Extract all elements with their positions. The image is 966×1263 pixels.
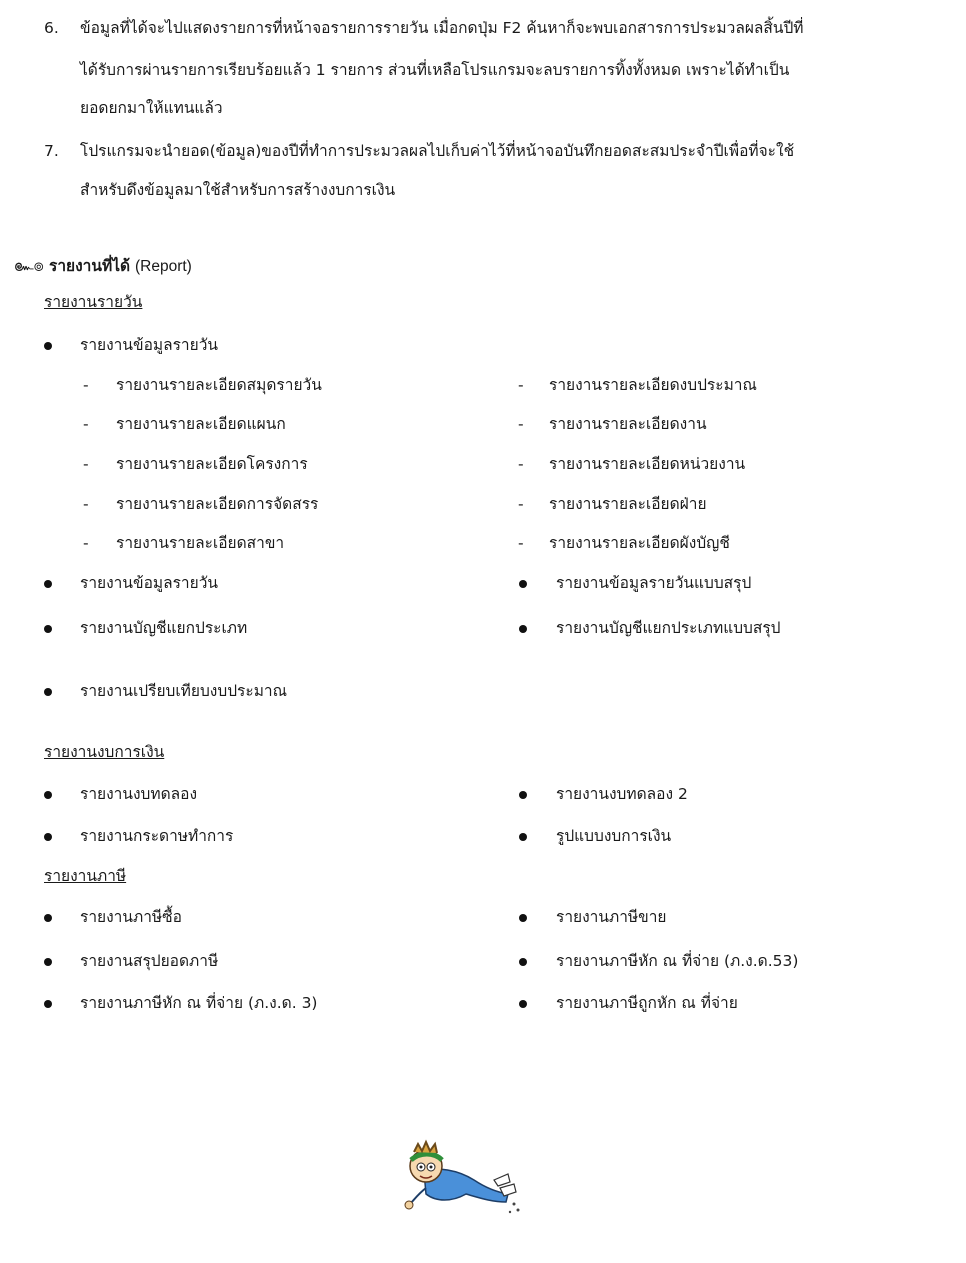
bullet-icon [519, 833, 527, 841]
tax-pair-left: รายงานสรุปยอดภาษี [80, 952, 219, 970]
report-heading-english: (Report) [135, 258, 192, 275]
sub-left-item: รายงานรายละเอียดสมุดรายวัน [116, 376, 322, 394]
bullet-icon [44, 342, 52, 350]
dash-icon: - [83, 376, 89, 394]
step-6-line-3: ยอดยกมาให้แทนแล้ว [80, 99, 223, 117]
section-symbol-icon: ๛๏ [14, 256, 45, 276]
daily-pair-right: รายงานข้อมูลรายวันแบบสรุป [556, 574, 752, 592]
step-7-line-2: สำหรับดึงข้อมูลมาใช้สำหรับการสร้างงบการเงิน [80, 181, 396, 199]
sub-left-item: รายงานรายละเอียดสาขา [116, 534, 285, 552]
step-7-number: 7. [44, 142, 59, 160]
bullet-icon [44, 914, 52, 922]
financial-pair-left: รายงานงบทดลอง [80, 785, 198, 803]
dash-icon: - [518, 455, 524, 473]
tax-pair-left: รายงานภาษีซื้อ [80, 908, 182, 926]
bullet-icon [519, 1000, 527, 1008]
dash-icon: - [518, 415, 524, 433]
dash-icon: - [518, 534, 524, 552]
report-heading [14, 256, 192, 277]
sub-right-item: รายงานรายละเอียดฝ่าย [549, 495, 707, 513]
cartoon-clipart-icon [396, 1136, 522, 1218]
bullet-icon [519, 625, 527, 633]
bullet-icon [519, 580, 527, 588]
financial-pair-right: รายงานงบทดลอง 2 [556, 785, 688, 803]
bullet-icon [44, 688, 52, 696]
step-7-line-1: โปรแกรมจะนำยอด(ข้อมูล)ของปีที่ทำการประมวลผลไปเก็บค่าไว้ที่หน้าจอบันทึกยอดสะสมประจำปีเพื่อที่จะใช้ [80, 142, 795, 160]
bullet-icon [519, 791, 527, 799]
tax-pair-left: รายงานภาษีหัก ณ ที่จ่าย (ภ.ง.ด. 3) [80, 994, 318, 1012]
step-6-number: 6. [44, 19, 59, 37]
dash-icon: - [83, 534, 89, 552]
daily-section-title: รายงานรายวัน [44, 293, 143, 311]
sub-left-item: รายงานรายละเอียดการจัดสรร [116, 495, 319, 513]
daily-pair-left: รายงานบัญชีแยกประเภท [80, 619, 248, 637]
dash-icon: - [83, 455, 89, 473]
bullet-icon [44, 958, 52, 966]
daily-single: รายงานเปรียบเทียบงบประมาณ [80, 682, 287, 700]
bullet-icon [519, 914, 527, 922]
bullet-icon [44, 833, 52, 841]
daily-main-bullet: รายงานข้อมูลรายวัน [80, 336, 219, 354]
dash-icon: - [518, 495, 524, 513]
sub-right-item: รายงานรายละเอียดงาน [549, 415, 707, 433]
bullet-icon [44, 1000, 52, 1008]
bullet-icon [519, 958, 527, 966]
bullet-icon [44, 791, 52, 799]
tax-section-title: รายงานภาษี [44, 867, 127, 885]
financial-section-title: รายงานงบการเงิน [44, 743, 165, 761]
step-6-line-1: ข้อมูลที่ได้จะไปแสดงรายการที่หน้าจอรายการรายวัน เมื่อกดปุ่ม F2 ค้นหาก็จะพบเอกสารการประมวลผลสิ้นปีที่ [80, 19, 804, 37]
dash-icon: - [83, 495, 89, 513]
dash-icon: - [518, 376, 524, 394]
bullet-icon [44, 580, 52, 588]
bullet-icon [44, 625, 52, 633]
tax-pair-right: รายงานภาษีหัก ณ ที่จ่าย (ภ.ง.ด.53) [556, 952, 799, 970]
sub-left-item: รายงานรายละเอียดโครงการ [116, 455, 308, 473]
sub-right-item: รายงานรายละเอียดหน่วยงาน [549, 455, 746, 473]
sub-right-item: รายงานรายละเอียดผังบัญชี [549, 534, 730, 552]
tax-pair-right: รายงานภาษีขาย [556, 908, 667, 926]
daily-pair-left: รายงานข้อมูลรายวัน [80, 574, 219, 592]
tax-pair-right: รายงานภาษีถูกหัก ณ ที่จ่าย [556, 994, 738, 1012]
financial-pair-left: รายงานกระดาษทำการ [80, 827, 234, 845]
sub-right-item: รายงานรายละเอียดงบประมาณ [549, 376, 757, 394]
report-heading-thai: รายงานที่ได้ [49, 257, 131, 275]
financial-pair-right: รูปแบบงบการเงิน [556, 827, 672, 845]
daily-pair-right: รายงานบัญชีแยกประเภทแบบสรุป [556, 619, 781, 637]
dash-icon: - [83, 415, 89, 433]
sub-left-item: รายงานรายละเอียดแผนก [116, 415, 286, 433]
step-6-line-2: ได้รับการผ่านรายการเรียบร้อยแล้ว 1 รายการ ส่วนที่เหลือโปรแกรมจะลบรายการทิ้งทั้งหมด เพราะได้ทำเป็น [80, 61, 790, 79]
